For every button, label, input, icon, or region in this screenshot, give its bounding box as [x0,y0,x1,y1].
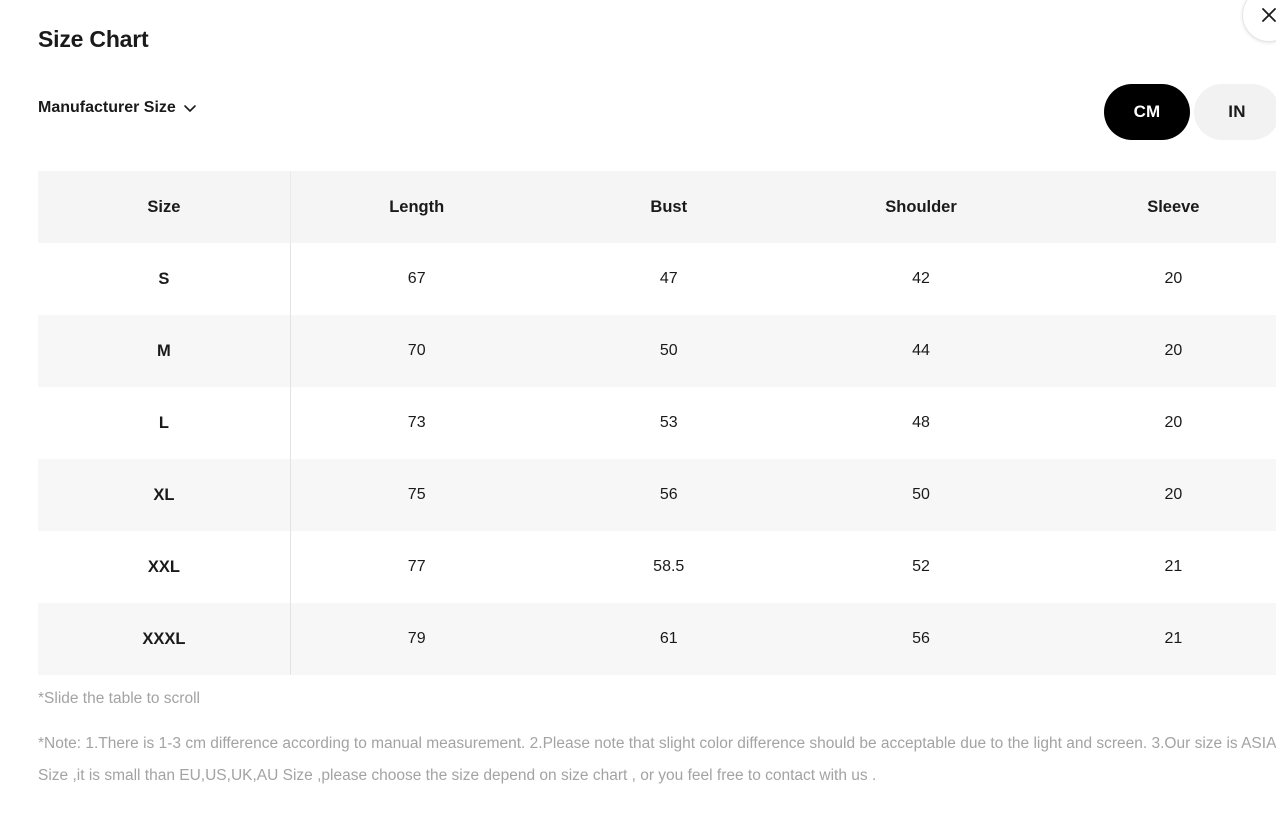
cell-size: XXXL [38,603,290,675]
size-type-dropdown[interactable] [38,99,197,117]
size-table-scroll-area[interactable] [38,171,1276,675]
cell-length: 67 [290,243,542,315]
cell-bust: 56 [543,459,795,531]
column-header-length: Length [290,171,542,243]
cell-bust: 61 [543,603,795,675]
column-header-shoulder: Shoulder [795,171,1047,243]
close-button[interactable] [1242,0,1276,42]
page-title: Size Chart [38,26,149,52]
unit-toggle [1104,84,1276,140]
cell-shoulder: 42 [795,243,1047,315]
cell-shoulder: 44 [795,315,1047,387]
column-header-size: Size [38,171,290,243]
table-row [38,531,1276,603]
cell-length: 77 [290,531,542,603]
cell-length: 70 [290,315,542,387]
cell-size: L [38,387,290,459]
cell-shoulder: 56 [795,603,1047,675]
size-type-label: Manufacturer Size [38,99,176,116]
scroll-hint: *Slide the table to scroll [38,690,200,707]
cell-bust: 47 [543,243,795,315]
cell-sleeve: 20 [1047,243,1276,315]
table-row [38,243,1276,315]
cell-shoulder: 50 [795,459,1047,531]
cell-length: 73 [290,387,542,459]
table-row [38,459,1276,531]
cell-shoulder: 48 [795,387,1047,459]
chevron-down-icon [183,101,197,115]
table-row [38,387,1276,459]
cell-bust: 50 [543,315,795,387]
table-row [38,315,1276,387]
cell-bust: 53 [543,387,795,459]
cell-sleeve: 21 [1047,531,1276,603]
cell-size: XL [38,459,290,531]
cell-shoulder: 52 [795,531,1047,603]
cell-sleeve: 20 [1047,387,1276,459]
cell-sleeve: 20 [1047,459,1276,531]
measurement-note: *Note: 1.There is 1-3 cm difference according to manual measurement. 2.Please note that slight color difference should be acceptable due to the light and screen. 3.Our size is ASIA Size ,it is small than EU,US,UK,AU Size ,please choose the size depend on size chart , or you feel free to contact with us . [38,735,1276,784]
cell-size: M [38,315,290,387]
unit-option-in[interactable]: IN [1194,84,1276,140]
cell-length: 75 [290,459,542,531]
size-table [38,171,1276,675]
table-header-row [38,171,1276,243]
cell-sleeve: 20 [1047,315,1276,387]
cell-bust: 58.5 [543,531,795,603]
cell-size: XXL [38,531,290,603]
cell-length: 79 [290,603,542,675]
close-icon [1260,6,1276,24]
column-header-sleeve: Sleeve [1047,171,1276,243]
cell-sleeve: 21 [1047,603,1276,675]
cell-size: S [38,243,290,315]
table-row [38,603,1276,675]
column-header-bust: Bust [543,171,795,243]
unit-option-cm[interactable]: CM [1104,84,1190,140]
